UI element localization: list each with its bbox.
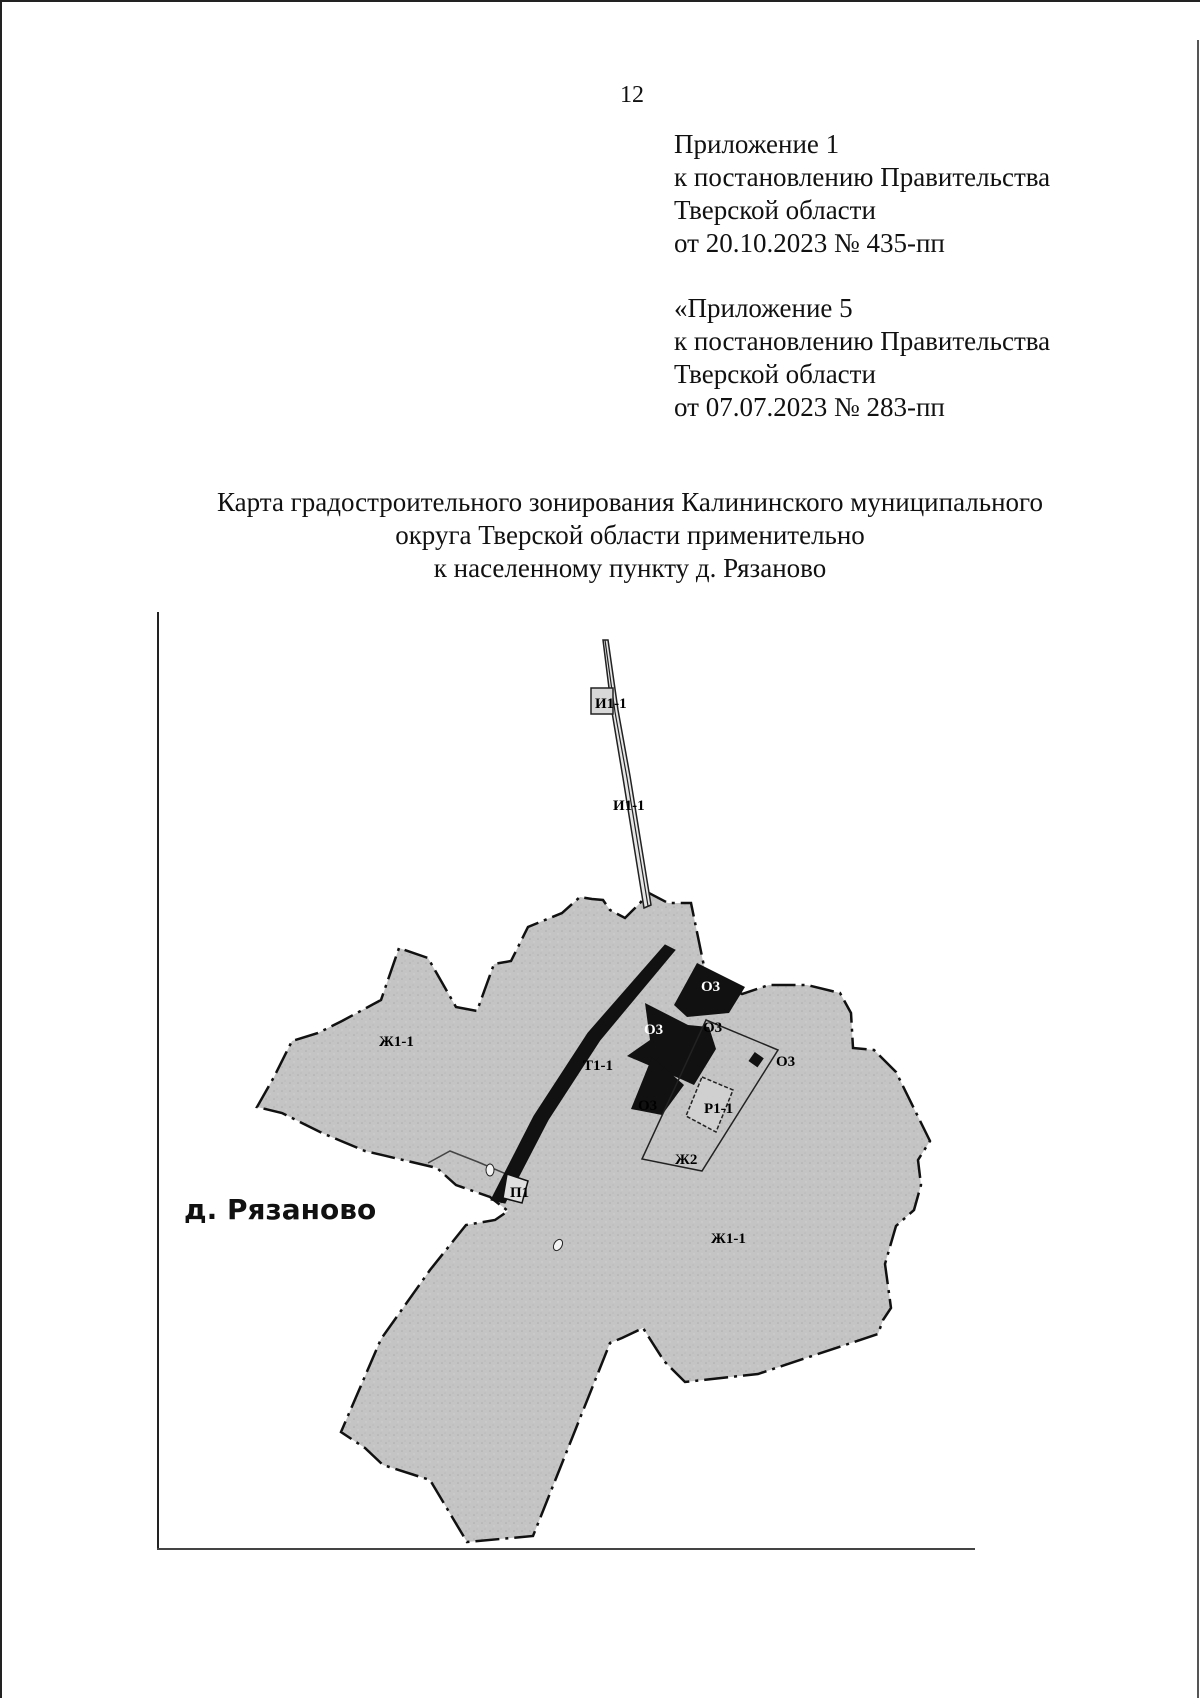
appendix-amended-line: к постановлению Правительства (674, 326, 1051, 356)
zone-label-o3-north: О3 (701, 979, 721, 995)
zone-label-o3-southwest: О3 (638, 1098, 658, 1114)
map-title-line: к населенному пункту д. Рязаново (433, 553, 827, 583)
zone-label-p1: П1 (510, 1185, 530, 1201)
appendix-current-line: Тверской области (674, 195, 876, 225)
appendix-amended-line: «Приложение 5 (674, 293, 853, 323)
zone-label-zh1-main: Ж1-1 (711, 1231, 746, 1247)
map-title-line: Карта градостроительного зонирования Калининского муниципального (217, 487, 1043, 517)
zone-label-zh1-west: Ж1-1 (379, 1034, 414, 1050)
zone-label-o3-east-inner: О3 (703, 1020, 723, 1036)
zone-label-r1: Р1-1 (704, 1101, 734, 1117)
appendix-amended-line: от 07.07.2023 № 283-пп (674, 392, 945, 422)
pond (486, 1164, 494, 1176)
zone-label-i1-plot: И1-1 (595, 696, 627, 712)
appendix-current-line: от 20.10.2023 № 435-пп (674, 228, 945, 258)
appendix-current-line: к постановлению Правительства (674, 162, 1051, 192)
zone-label-zh2: Ж2 (675, 1152, 698, 1168)
settlement-name-label: д. Рязаново (184, 1193, 377, 1226)
map-title-line: округа Тверской области применительно (395, 520, 865, 550)
zone-label-o3-east: О3 (776, 1054, 796, 1070)
zone-label-i1-road: И1-1 (613, 798, 645, 814)
appendix-current-line: Приложение 1 (674, 129, 840, 159)
page-number: 12 (620, 82, 644, 108)
zone-label-o3-central: О3 (644, 1022, 664, 1038)
appendix-amended-line: Тверской области (674, 359, 876, 389)
zone-label-t1: Т1-1 (583, 1058, 613, 1074)
